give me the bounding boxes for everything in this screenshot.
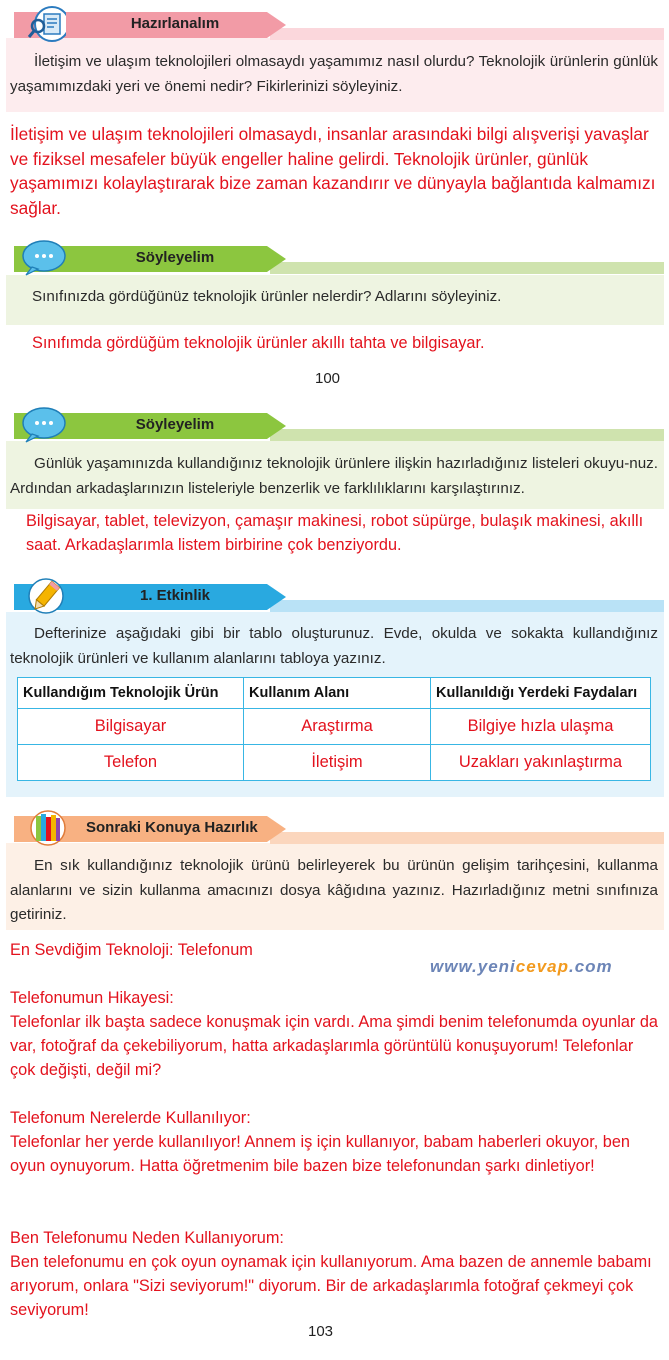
- speech-bubble-icon: [14, 240, 66, 276]
- essay-paragraph: Telefonlar ilk başta sadece konuşmak için vardı. Ama şimdi benim telefonumda oyunlar da var, fotoğraf da çekebiliyorum, hatta arkadaşlarımla görüntülü konuşuyorum! Telefonlar çok değişti, değil mi?: [10, 1013, 658, 1079]
- clipboard-search-icon: [14, 6, 66, 42]
- essay-paragraph: Telefonlar her yerde kullanılıyor! Annem iş için kullanıyor, babam haberleri okuyor, ben oyun oynuyorum. Hatta öğretmenim bile bazen bize telefonundan şarkı dinletiyor!: [10, 1133, 630, 1175]
- essay-heading: Telefonumun Hikayesi:: [10, 989, 174, 1007]
- etkinlik-table: [17, 677, 651, 781]
- essay-heading: Telefonum Nerelerde Kullanılıyor:: [10, 1109, 251, 1127]
- table-cell: Araştırma: [244, 709, 431, 745]
- etkinlik-question: Defterinize aşağıdaki gibi bir tablo oluşturunuz. Evde, okulda ve sokakta kullandığınız teknolojik ürünleri ve kullanım alanlarını tabloya yazınız.: [10, 625, 658, 667]
- table-header: Kullandığım Teknolojik Ürün: [18, 678, 244, 709]
- table-cell: Telefon: [18, 745, 244, 781]
- sonraki-title: Sonraki Konuya Hazırlık: [86, 819, 258, 836]
- hazirlanalim-answer: İletişim ve ulaşım teknolojileri olmasaydı, insanlar arasındaki bilgi alışverişi yavaşlar ve fiziksel mesafeler büyük engeller haline gelirdi. Teknolojik ürünler, günlük yaşamımızı kolaylaştırarak bize zaman kazandırır ve dünyayla bağlantıda kalmamızı sağlar.: [10, 124, 656, 218]
- table-header: Kullanıldığı Yerdeki Faydaları: [431, 678, 651, 709]
- watermark-part: yeni: [477, 957, 516, 976]
- soyleyelim2-question: Günlük yaşamınızda kullandığınız teknolojik ürünlere ilişkin hazırladığınız listeleri okuyu-nuz. Ardından arkadaşlarınızın listeleriyle benzerlik ve farklılıklarını karşılaştırınız.: [10, 455, 658, 497]
- etkinlik-title: 1. Etkinlik: [139, 587, 211, 604]
- soyleyelim1-banner: [0, 240, 664, 276]
- sonraki-banner: [0, 810, 664, 846]
- hazirlanalim-title: Hazırlanalım: [130, 15, 220, 32]
- table-header-row: [18, 678, 651, 709]
- table-row: [18, 745, 651, 781]
- table-row: [18, 709, 651, 745]
- soyleyelim1-question: Sınıfınızda gördüğünüz teknolojik ürünler nelerdir? Adlarını söyleyiniz.: [32, 288, 502, 305]
- page-number-bottom: 103: [308, 1323, 334, 1340]
- table-cell: Uzakları yakınlaştırma: [431, 745, 651, 781]
- watermark: [430, 957, 613, 977]
- essay-paragraph: Ben telefonumu en çok oyun oynamak için kullanıyorum. Ama bazen de annemle babamı arıyorum, onlara "Sizi seviyorum!" diyorum. Bir de arkadaşlarımla fotoğraf çekmeyi çok seviyorum!: [10, 1253, 652, 1319]
- essay-title: En Sevdiğim Teknoloji: Telefonum: [10, 941, 253, 959]
- table-cell: İletişim: [244, 745, 431, 781]
- soyleyelim2-banner: [0, 407, 664, 443]
- books-icon: [14, 810, 66, 846]
- soyleyelim1-title: Söyleyelim: [135, 249, 215, 266]
- hazirlanalim-question: İletişim ve ulaşım teknolojileri olmasaydı yaşamımız nasıl olurdu? Teknolojik ürünlerin günlük yaşamımızdaki yeri ve önemi nedir? Fikirlerinizi söyleyiniz.: [10, 53, 658, 95]
- soyleyelim2-title: Söyleyelim: [135, 416, 215, 433]
- watermark-part: cevap: [515, 957, 569, 976]
- page-number-top: 100: [315, 370, 341, 387]
- table-cell: Bilgiye hızla ulaşma: [431, 709, 651, 745]
- soyleyelim1-answer: Sınıfımda gördüğüm teknolojik ürünler akıllı tahta ve bilgisayar.: [32, 334, 485, 352]
- speech-bubble-icon: [14, 407, 66, 443]
- hazirlanalim-banner: [0, 6, 664, 42]
- sonraki-question: En sık kullandığınız teknolojik ürünü belirleyerek bu ürünün gelişim tarihçesini, kullanma alanlarını ve sizin kullanma amacınızı dosya kâğıdına yazınız. Hazırladığınız metni sınıfınıza getiriniz.: [10, 857, 658, 923]
- table-cell: Bilgisayar: [18, 709, 244, 745]
- pencil-icon: [14, 578, 66, 614]
- table-header: Kullanım Alanı: [244, 678, 431, 709]
- watermark-part: .com: [569, 957, 613, 976]
- soyleyelim2-answer: Bilgisayar, tablet, televizyon, çamaşır makinesi, robot süpürge, bulaşık makinesi, akıllı saat. Arkadaşlarımla listem birbirine çok benziyordu.: [26, 512, 644, 554]
- watermark-part: www.: [430, 957, 478, 976]
- etkinlik-banner: [0, 578, 664, 614]
- essay-heading: Ben Telefonumu Neden Kullanıyorum:: [10, 1229, 284, 1247]
